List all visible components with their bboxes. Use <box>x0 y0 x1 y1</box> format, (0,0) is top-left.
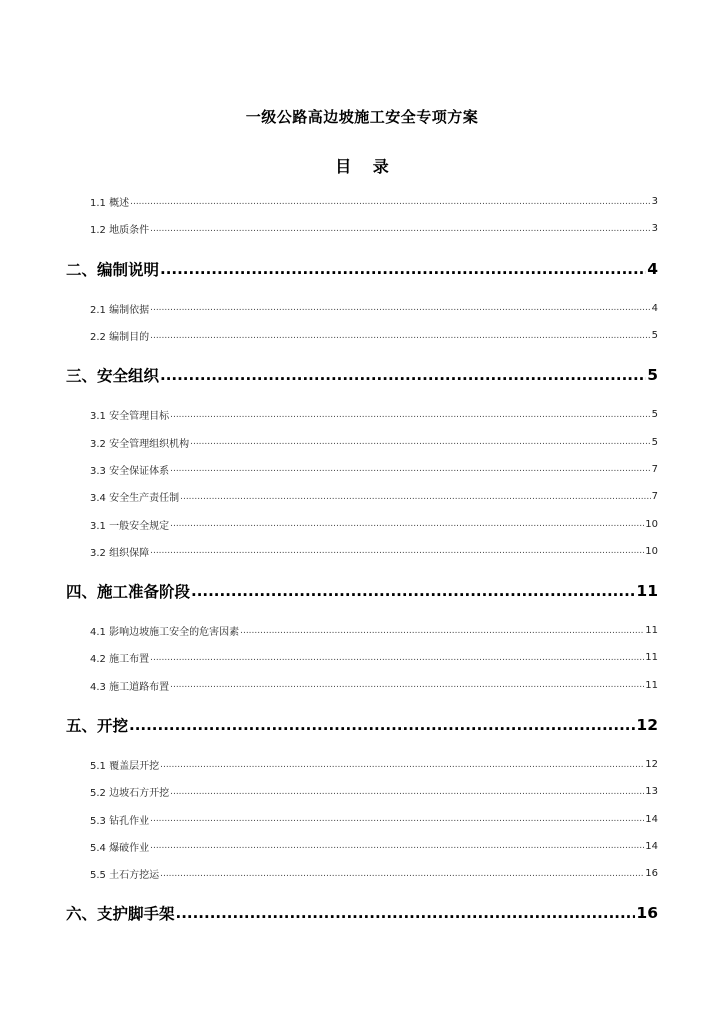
toc-entry-4-2[interactable] <box>66 644 658 671</box>
toc-entry-page: 4 <box>651 302 658 314</box>
dot-leader <box>150 841 644 851</box>
toc-entry-1-2[interactable] <box>66 215 658 242</box>
toc-entry-label: 5.2 边坡石方开挖 <box>90 788 170 800</box>
toc-entry-5-1[interactable] <box>66 751 658 778</box>
toc-entry-2-1[interactable] <box>66 295 658 322</box>
dot-leader <box>160 366 646 384</box>
toc-entry-label: 3.2 组织保障 <box>90 547 150 559</box>
table-of-contents <box>66 188 658 939</box>
toc-entry-label: 3.3 安全保证体系 <box>90 465 170 477</box>
toc-entry-label: 3.2 安全管理组织机构 <box>90 438 190 450</box>
toc-chapter-label: 二、编制说明 <box>66 260 160 279</box>
toc-entry-5-4[interactable] <box>66 833 658 860</box>
toc-chapter-5[interactable] <box>66 699 658 751</box>
toc-entry-label: 4.2 施工布置 <box>90 654 150 666</box>
toc-entry-label: 4.1 影响边坡施工安全的危害因素 <box>90 627 240 639</box>
dot-leader <box>170 787 644 797</box>
toc-heading: 目 录 <box>335 157 389 176</box>
toc-entry-label: 4.3 施工道路布置 <box>90 681 170 693</box>
dot-leader <box>160 260 646 278</box>
toc-entry-page: 3 <box>651 223 658 235</box>
dot-leader <box>176 904 636 922</box>
toc-chapter-page: 12 <box>636 715 658 734</box>
dot-leader <box>160 869 644 879</box>
toc-chapter-page: 4 <box>647 259 658 278</box>
toc-entry-label: 5.1 覆盖层开挖 <box>90 761 160 772</box>
toc-entry-page: 7 <box>651 463 658 475</box>
toc-entry-label: 2.1 编制依据 <box>90 304 150 316</box>
toc-entry-1-1[interactable] <box>66 188 658 215</box>
toc-entry-page: 5 <box>651 330 658 342</box>
toc-entry-5-5[interactable] <box>66 860 658 887</box>
toc-entry-page: 10 <box>645 545 658 557</box>
toc-entry-page: 11 <box>645 652 658 664</box>
toc-entry-2-2[interactable] <box>66 322 658 349</box>
toc-chapter-6[interactable] <box>66 887 658 939</box>
toc-entry-4-3[interactable] <box>66 672 658 699</box>
toc-entry-3-3[interactable] <box>66 456 658 483</box>
dot-leader <box>160 760 644 770</box>
dot-leader <box>150 814 644 824</box>
toc-chapter-label: 五、开挖 <box>66 716 129 735</box>
toc-entry-page: 12 <box>645 759 658 770</box>
dot-leader <box>240 626 644 636</box>
toc-chapter-3[interactable] <box>66 349 658 401</box>
toc-entry-page: 13 <box>645 786 658 798</box>
toc-entry-5-3[interactable] <box>66 805 658 832</box>
toc-entry-page: 14 <box>645 840 658 852</box>
toc-entry-page: 14 <box>645 813 658 825</box>
toc-entry-label: 3.1 安全管理目标 <box>90 411 170 423</box>
toc-entry-page: 5 <box>651 436 658 448</box>
dot-leader <box>150 303 651 313</box>
dot-leader <box>150 653 644 663</box>
toc-chapter-page: 16 <box>636 904 658 923</box>
dot-leader <box>150 546 644 556</box>
dot-leader <box>170 519 644 529</box>
toc-chapter-2[interactable] <box>66 243 658 295</box>
toc-entry-page: 16 <box>645 868 658 880</box>
dot-leader <box>150 331 651 341</box>
toc-entry-3-2[interactable] <box>66 428 658 455</box>
dot-leader <box>130 197 651 207</box>
dot-leader <box>191 582 635 600</box>
dot-leader <box>180 492 651 502</box>
toc-chapter-label: 六、支护脚手架 <box>66 905 175 924</box>
toc-entry-label: 3.1 一般安全规定 <box>90 520 170 532</box>
toc-entry-label: 1.2 地质条件 <box>90 225 150 237</box>
toc-entry-page: 7 <box>651 491 658 503</box>
toc-entry-3-4[interactable] <box>66 483 658 510</box>
toc-entry-3-1-general[interactable] <box>66 510 658 537</box>
toc-entry-page: 5 <box>651 409 658 421</box>
toc-chapter-4[interactable] <box>66 565 658 617</box>
toc-entry-label: 3.4 安全生产责任制 <box>90 493 180 505</box>
toc-entry-page: 11 <box>645 679 658 691</box>
toc-chapter-label: 三、安全组织 <box>66 367 160 386</box>
toc-entry-3-1[interactable] <box>66 401 658 428</box>
toc-entry-label: 5.4 爆破作业 <box>90 842 150 854</box>
toc-entry-page: 3 <box>651 196 658 208</box>
toc-entry-4-1[interactable] <box>66 617 658 644</box>
dot-leader <box>170 464 651 474</box>
toc-entry-label: 2.2 编制目的 <box>90 332 150 344</box>
toc-entry-3-2-guarantee[interactable] <box>66 538 658 565</box>
toc-entry-label: 1.1 概述 <box>90 198 130 210</box>
dot-leader <box>170 410 651 420</box>
toc-entry-label: 5.3 钻孔作业 <box>90 815 150 827</box>
dot-leader <box>129 716 635 734</box>
toc-chapter-page: 11 <box>636 581 658 600</box>
toc-entry-page: 10 <box>645 518 658 530</box>
toc-entry-page: 11 <box>645 625 658 637</box>
document-title: 一级公路高边坡施工安全专项方案 <box>245 108 479 126</box>
toc-chapter-label: 四、施工准备阶段 <box>66 582 191 601</box>
toc-entry-label: 5.5 土石方挖运 <box>90 870 160 882</box>
toc-chapter-page: 5 <box>647 366 658 385</box>
dot-leader <box>150 224 651 234</box>
dot-leader <box>190 437 651 447</box>
dot-leader <box>170 680 644 690</box>
toc-entry-5-2[interactable] <box>66 778 658 805</box>
